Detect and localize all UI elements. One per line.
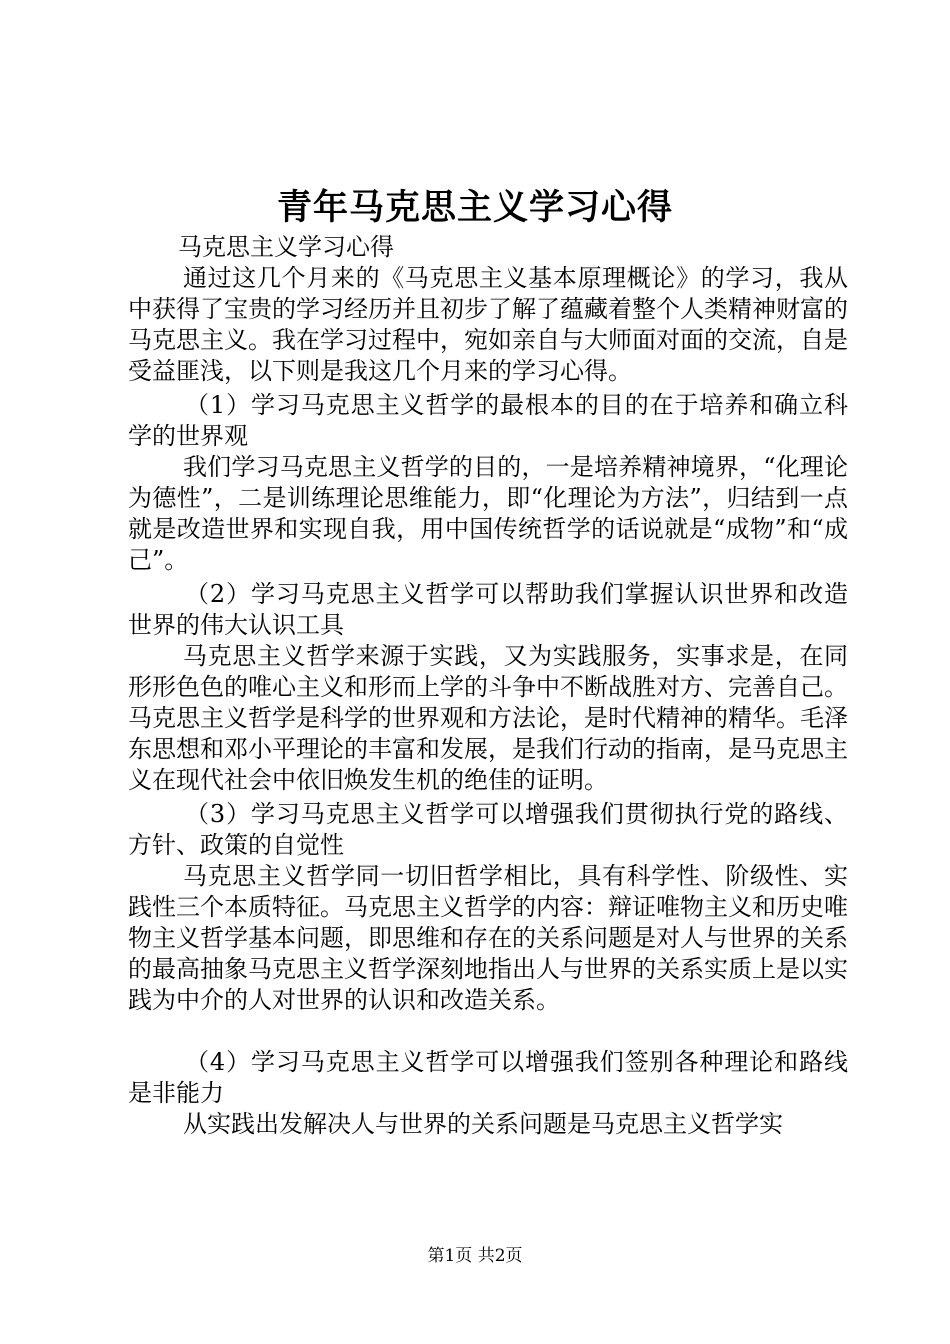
paragraph-section-4: 从实践出发解决人与世界的关系问题是马克思主义哲学实 <box>183 1110 783 1138</box>
document-body <box>128 232 848 1140</box>
page-footer: 第1页 共2页 <box>427 1246 523 1266</box>
section-heading-1: （1）学习马克思主义哲学的最根本的目的在于培养和确立科学的世界观 <box>128 391 848 450</box>
paragraph-intro: 通过这几个月来的《马克思主义基本原理概论》的学习，我从中获得了宝贵的学习经历并且初步了解了蕴藏着整个人类精神财富的马克思主义。我在学习过程中，宛如亲自与大师面对面的交流，自是受益匪浅，以下则是我这几个月来的学习心得。 <box>128 264 848 385</box>
paragraph-subtitle: 马克思主义学习心得 <box>178 233 394 261</box>
section-heading-4: （4）学习马克思主义哲学可以增强我们签别各种理论和路线是非能力 <box>128 1048 848 1107</box>
section-heading-2: （2）学习马克思主义哲学可以帮助我们掌握认识世界和改造世界的伟大认识工具 <box>128 580 848 639</box>
paragraph-section-3: 马克思主义哲学同一切旧哲学相比，具有科学性、阶级性、实践性三个本质特征。马克思主义哲学的内容：辩证唯物主义和历史唯物主义哲学基本问题，即思维和存在的关系问题是对人与世界的关系的最高抽象马克思主义哲学深刻地指出人与世界的关系实质上是以实践为中介的人对世界的认识和改造关系。 <box>128 862 848 1014</box>
document-title: 青年马克思主义学习心得 <box>276 187 673 228</box>
paragraph-section-2: 马克思主义哲学来源于实践，又为实践服务，实事求是，在同形形色色的唯心主义和形而上学的斗争中不断战胜对方、完善自己。马克思主义哲学是科学的世界观和方法论，是时代精神的精华。毛泽东思想和邓小平理论的丰富和发展，是我们行动的指南，是马克思主义在现代社会中依旧焕发生机的绝佳的证明。 <box>128 642 848 794</box>
section-heading-3: （3）学习马克思主义哲学可以增强我们贯彻执行党的路线、方针、政策的自觉性 <box>128 800 848 859</box>
paragraph-section-1: 我们学习马克思主义哲学的目的，一是培养精神境界，“化理论为德性”，二是训练理论思维能力，即“化理论为方法”，归结到一点就是改造世界和实现自我，用中国传统哲学的话说就是“成物”和“成己”。 <box>128 453 848 574</box>
